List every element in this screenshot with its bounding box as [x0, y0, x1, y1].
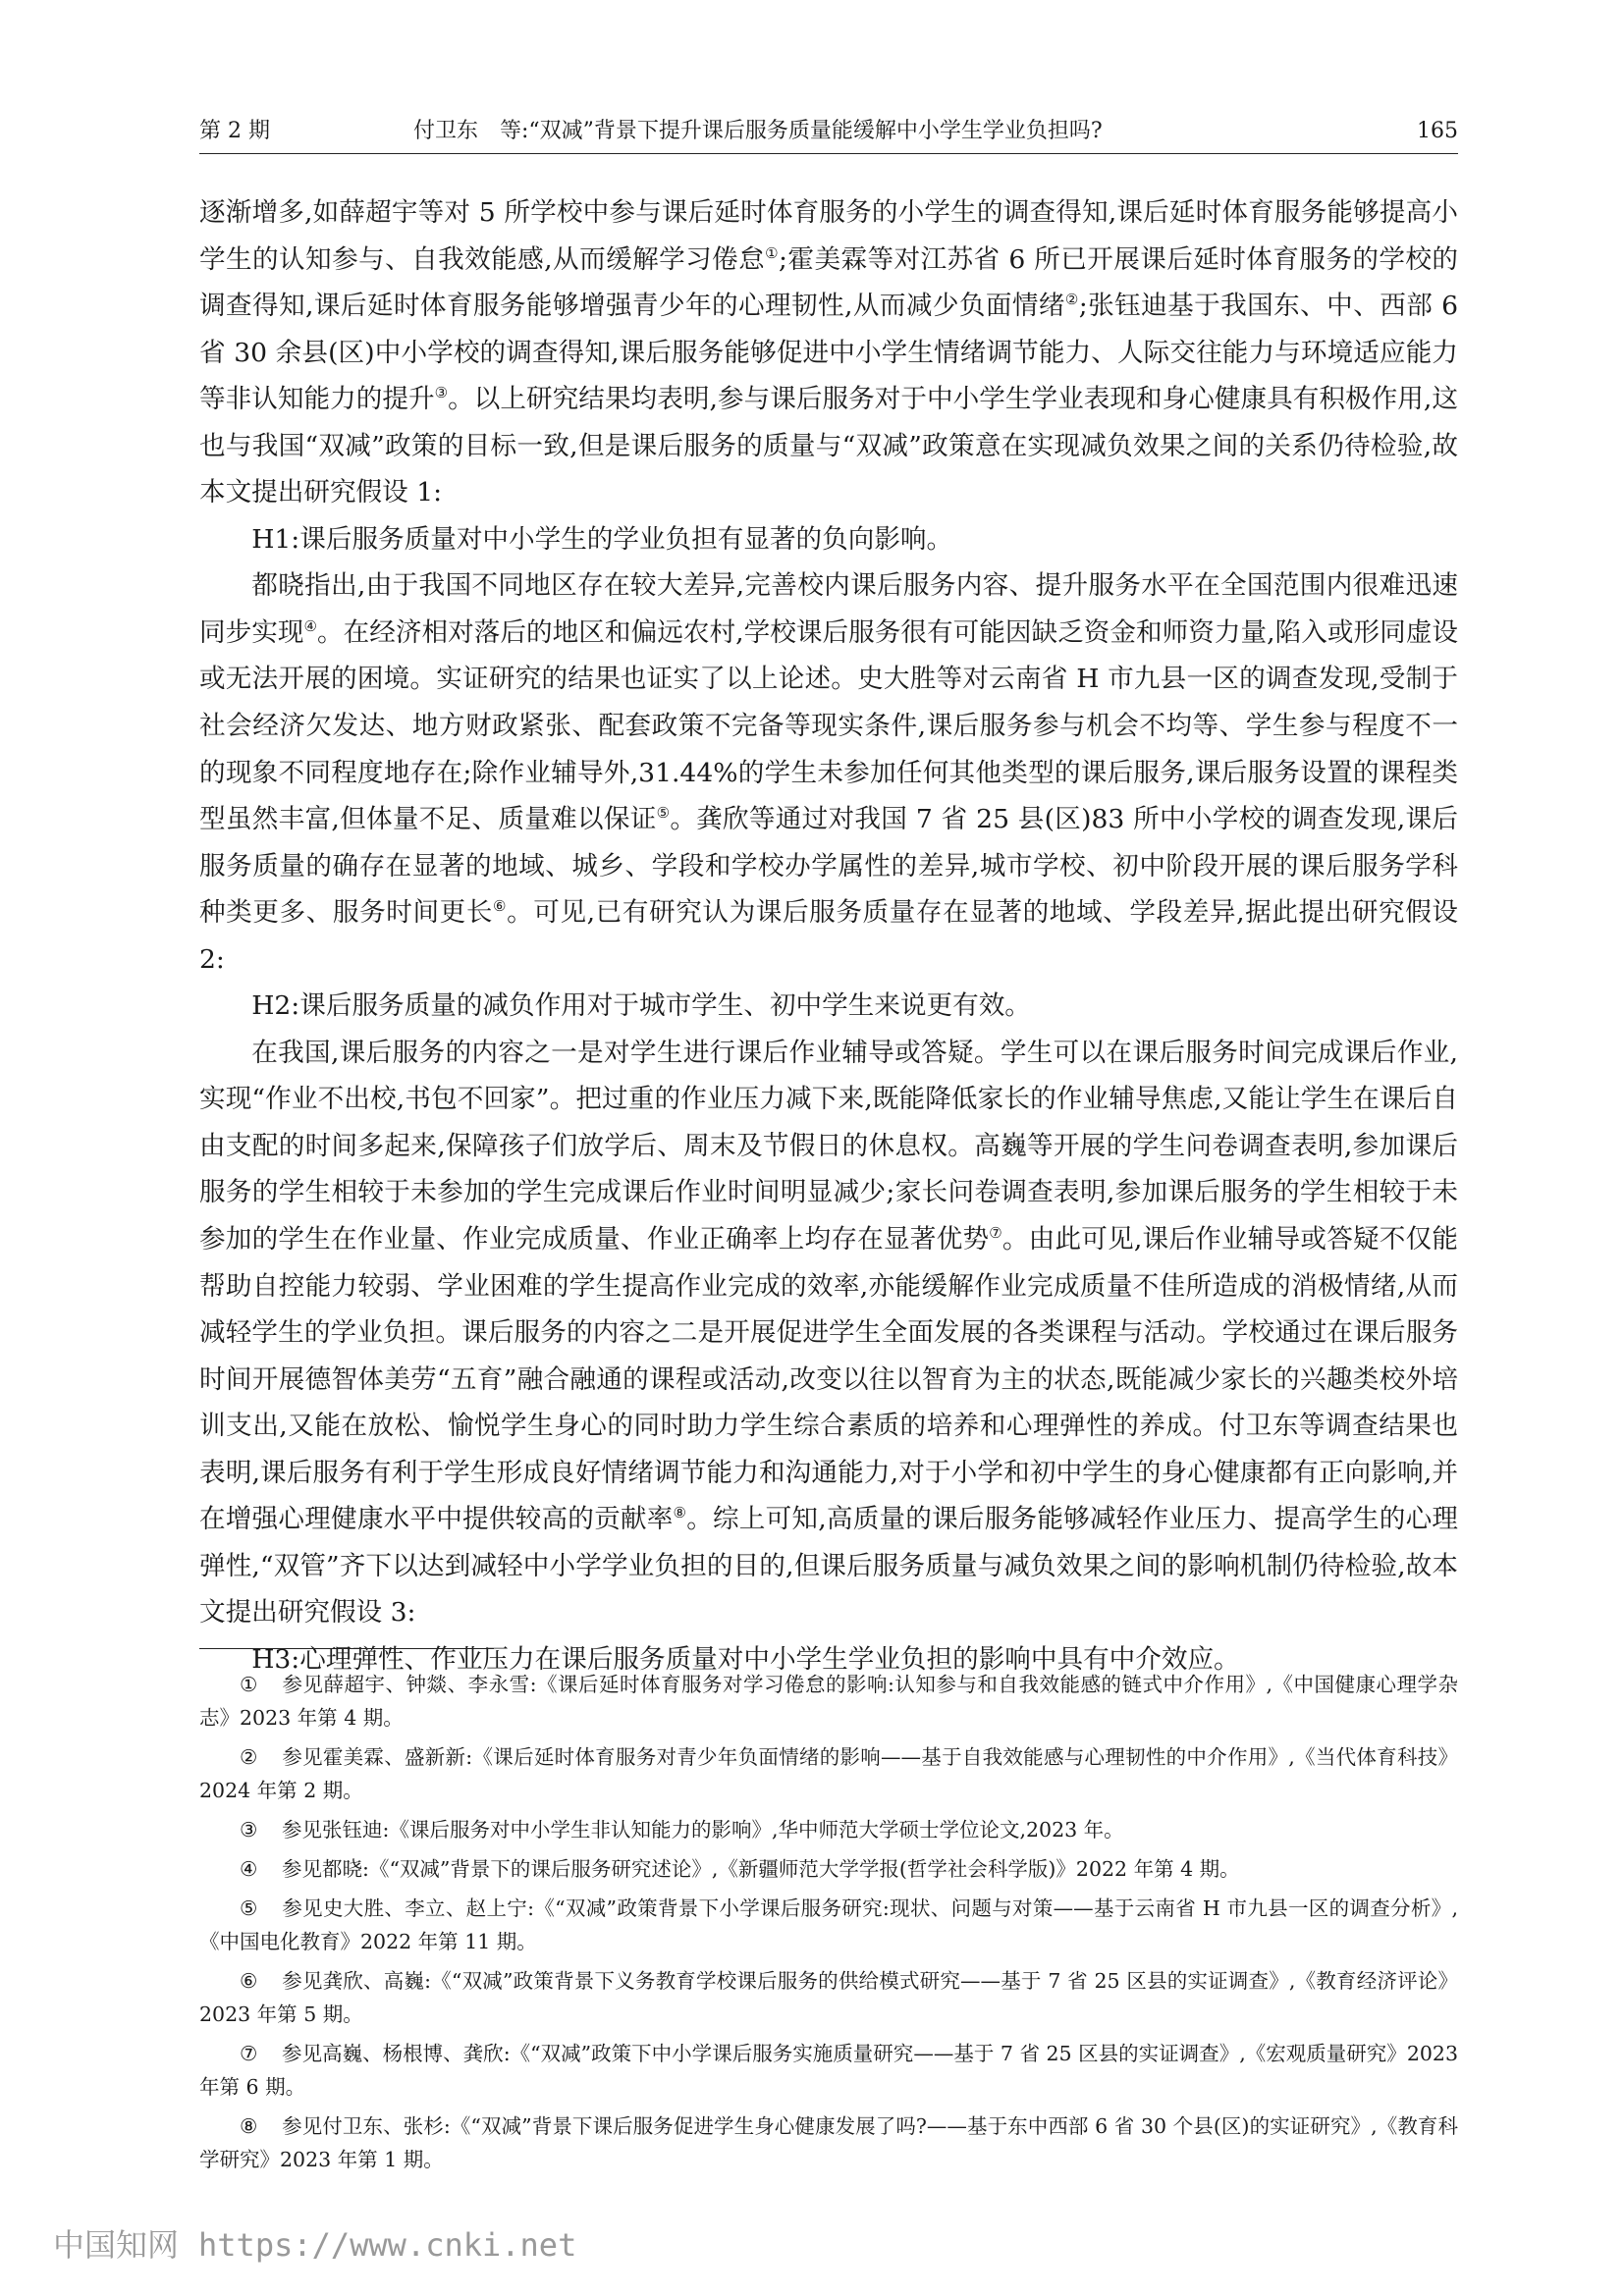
text-run: 。龚欣等通过对我国 7 省 25 县(区)83 所中小学校的调查发现,课后服务质量的确存在显著的地域、城乡、学段和学校办学属性的差异,城市学校、初中阶段开展的课后服务学科种类更多、服务时间更长 — [199, 804, 1459, 929]
running-title: 付卫东 等:“双减”背景下提升课后服务质量能缓解中小学生学业负担吗? — [413, 119, 1103, 143]
footnote-1 — [199, 1668, 1458, 1735]
text-run: 。综上可知,高质量的课后服务能够减轻作业压力、提高学生的心理弹性,“双管”齐下以达到减轻中小学学业负担的目的,但课后服务质量与减负效果之间的影响机制仍待检验,故本文提出研究假设 3: — [199, 1504, 1459, 1629]
footnote-7 — [199, 2037, 1458, 2104]
footnote-ref-2[interactable]: ② — [1064, 291, 1079, 309]
footnote-text: 参见张钰迪:《课后服务对中小学生非认知能力的影响》,华中师范大学硕士学位论文,2023 年。 — [282, 1818, 1124, 1842]
footnote-text: 参见付卫东、张杉:《“双减”背景下课后服务促进学生身心健康发展了吗?——基于东中西部 6 省 30 个县(区)的实证研究》,《教育科学研究》2023 年第 1 期。 — [199, 2114, 1458, 2171]
text-run: 。可见,已有研究认为课后服务质量存在显著的地域、学段差异,据此提出研究假设 2: — [199, 897, 1459, 975]
cnki-url[interactable]: https://www.cnki.net — [198, 2226, 577, 2264]
article-body — [199, 189, 1458, 1683]
footnote-5 — [199, 1892, 1458, 1958]
footnote-divider — [199, 1648, 494, 1649]
footnote-text: 参见薛超宇、钟燚、李永雪:《课后延时体育服务对学习倦怠的影响:认知参与和自我效能感的链式中介作用》,《中国健康心理学杂志》2023 年第 4 期。 — [199, 1673, 1458, 1730]
footnote-ref-1[interactable]: ① — [765, 243, 780, 262]
footnote-ref-3[interactable]: ③ — [434, 384, 449, 402]
hypothesis-2: H2:课后服务质量的减负作用对于城市学生、初中学生来说更有效。 — [251, 990, 1031, 1022]
footnote-text: 参见高巍、杨根博、龚欣:《“双减”政策下中小学课后服务实施质量研究——基于 7 省 25 区县的实证调查》,《宏观质量研究》2023 年第 6 期。 — [199, 2042, 1458, 2099]
footnote-number: ② — [240, 1745, 258, 1769]
footnote-4 — [199, 1852, 1458, 1886]
text-run: ;张钰迪基于我国东、中、西部 6 省 30 余县(区)中小学校的调查得知,课后服务能够促进中小学生情绪调节能力、人际交往能力与环境适应能力等非认知能力的提升 — [199, 291, 1458, 415]
footnote-number: ③ — [240, 1818, 258, 1842]
footnote-text: 参见龚欣、高巍:《“双减”政策背景下义务教育学校课后服务的供给模式研究——基于 7 省 25 区县的实证调查》,《教育经济评论》2023 年第 5 期。 — [199, 1969, 1458, 2026]
footnote-ref-7[interactable]: ⑦ — [989, 1224, 1002, 1243]
footnote-number: ⑤ — [240, 1896, 258, 1920]
hypothesis-3: H3:心理弹性、作业压力在课后服务质量对中小学生学业负担的影响中具有中介效应。 — [251, 1643, 1240, 1675]
footnote-ref-8[interactable]: ⑧ — [673, 1504, 687, 1522]
text-run: 逐渐增多,如薛超宇等对 5 所学校中参与课后延时体育服务的小学生的调查得知,课后延时体育服务能够提高小学生的认知参与、自我效能感,从而缓解学习倦怠 — [199, 197, 1458, 275]
paragraph-3 — [199, 1030, 1458, 1636]
footnote-number: ④ — [240, 1857, 258, 1881]
text-run: 。在经济相对落后的地区和偏远农村,学校课后服务很有可能因缺乏资金和师资力量,陷入或形同虚设或无法开展的困境。实证研究的结果也证实了以上论述。史大胜等对云南省 H 市九县一区的调查发现,受制于社会经济欠发达、地方财政紧张、配套政策不完备等现实条件,课后服务参与机会不均等、学生参与程度不一的现象不同程度地存在;除作业辅导外,31.44%的学生未参加任何其他类型的课后服务,课后服务设置的课程类型虽然丰富,但体量不足、质量难以保证 — [199, 616, 1459, 835]
hypothesis-1: H1:课后服务质量对中小学生的学业负担有显著的负向影响。 — [251, 523, 953, 555]
text-run: 在我国,课后服务的内容之一是对学生进行课后作业辅导或答疑。学生可以在课后服务时间完成课后作业,实现“作业不出校,书包不回家”。把过重的作业压力减下来,既能降低家长的作业辅导焦虑,又能让学生在课后自由支配的时间多起来,保障孩子们放学后、周末及节假日的休息权。高巍等开展的学生问卷调查表明,参加课后服务的学生相较于未参加的学生完成课后作业时间明显减少;家长问卷调查表明,参加课后服务的学生相较于未参加的学生在作业量、作业完成质量、作业正确率上均存在显著优势 — [199, 1037, 1458, 1255]
text-run: 都晓指出,由于我国不同地区存在较大差异,完善校内课后服务内容、提升服务水平在全国范围内很难迅速同步实现 — [199, 570, 1458, 648]
text-run: 。由此可见,课后作业辅导或答疑不仅能帮助自控能力较弱、学业困难的学生提高作业完成的效率,亦能缓解作业完成质量不佳所造成的消极情绪,从而减轻学生的学业负担。课后服务的内容之二是开展促进学生全面发展的各类课程与活动。学校通过在课后服务时间开展德智体美劳“五育”融合融通的课程或活动,改变以往以智育为主的状态,既能减少家长的兴趣类校外培训支出,又能在放松、愉悦学生身心的同时助力学生综合素质的培养和心理弹性的养成。付卫东等调查结果也表明,课后服务有利于学生形成良好情绪调节能力和沟通能力,对于小学和初中学生的身心健康都有正向影响,并在增强心理健康水平中提供较高的贡献率 — [199, 1224, 1459, 1535]
footnote-6 — [199, 1964, 1458, 2031]
footnote-2 — [199, 1740, 1458, 1807]
footnote-number: ① — [240, 1673, 258, 1696]
page-number: 165 — [1417, 119, 1458, 143]
footnote-number: ⑧ — [240, 2114, 258, 2138]
running-header — [199, 110, 1458, 154]
footnote-3 — [199, 1813, 1458, 1846]
footnote-ref-6[interactable]: ⑥ — [493, 897, 508, 916]
footnote-8 — [199, 2109, 1458, 2176]
paragraph-1 — [199, 189, 1458, 516]
footnote-text: 参见霍美霖、盛新新:《课后延时体育服务对青少年负面情绪的影响——基于自我效能感与心理韧性的中介作用》,《当代体育科技》2024 年第 2 期。 — [199, 1745, 1458, 1802]
paragraph-2 — [199, 562, 1458, 983]
cnki-watermark — [53, 2220, 576, 2269]
footnote-ref-5[interactable]: ⑤ — [656, 804, 671, 823]
footnote-number: ⑦ — [240, 2042, 258, 2065]
cnki-brand: 中国知网 — [53, 2226, 180, 2264]
footnote-number: ⑥ — [240, 1969, 258, 1993]
text-run: ;霍美霖等对江苏省 6 所已开展课后延时体育服务的学校的调查得知,课后延时体育服务能够增强青少年的心理韧性,从而减少负面情绪 — [199, 243, 1459, 322]
footnote-ref-4[interactable]: ④ — [303, 617, 318, 636]
footnote-text: 参见史大胜、李立、赵上宁:《“双减”政策背景下小学课后服务研究:现状、问题与对策——基于云南省 H 市九县一区的调查分析》,《中国电化教育》2022 年第 11 期。 — [199, 1896, 1458, 1953]
issue-number: 第 2 期 — [199, 119, 270, 143]
footnotes — [199, 1668, 1458, 2182]
text-run: 。以上研究结果均表明,参与课后服务对于中小学生学业表现和身心健康具有积极作用,这也与我国“双减”政策的目标一致,但是课后服务的质量与“双减”政策意在实现减负效果之间的关系仍待检验,故本文提出研究假设 1: — [199, 384, 1459, 508]
footnote-text: 参见都晓:《“双减”背景下的课后服务研究述论》,《新疆师范大学学报(哲学社会科学版)》2022 年第 4 期。 — [282, 1857, 1240, 1881]
